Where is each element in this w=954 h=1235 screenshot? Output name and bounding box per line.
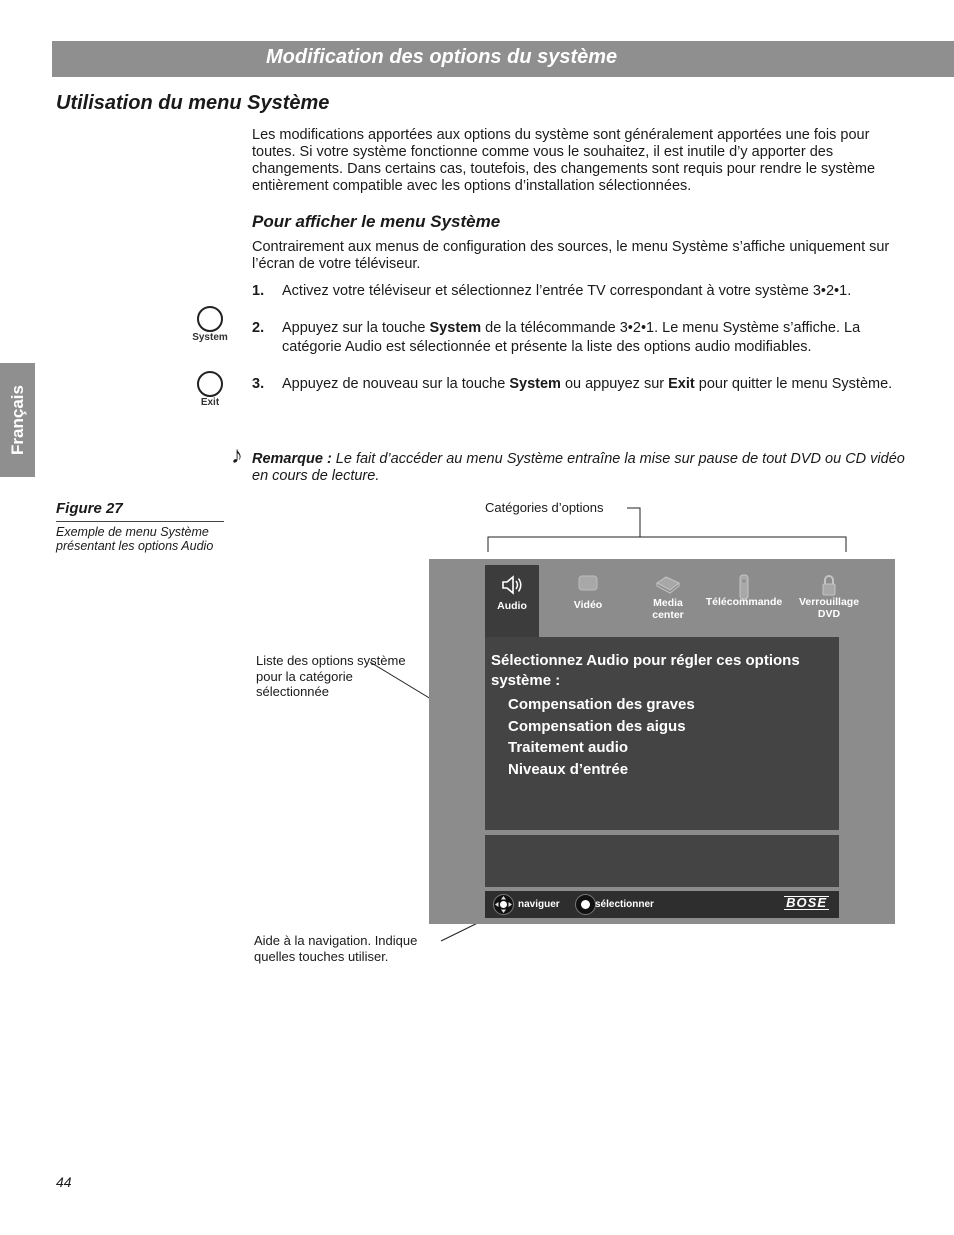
select-button-icon [575, 894, 596, 915]
lock-icon [820, 573, 838, 597]
figure-caption: Exemple de menu Système présentant les options Audio [56, 525, 214, 553]
page-number: 44 [56, 1174, 72, 1190]
nav-navigate-label: naviguer [518, 899, 560, 910]
option-item[interactable]: Compensation des aigus [508, 717, 686, 735]
subsection-intro: Contrairement aux menus de configuration des sources, le menu Système s’affiche uniquement sur l’écran de votre téléviseur. [252, 239, 890, 272]
note-label: Remarque : [252, 451, 332, 467]
step-text: Appuyez sur la touche System de la télécommande 3•2•1. Le menu Système s’affiche. La catégorie Audio est sélectionnée et présente la liste des options audio modifiables. [282, 320, 861, 355]
bose-logo: BOSE [786, 895, 827, 910]
speaker-icon [500, 573, 524, 597]
callout-categories: Catégories d’options [485, 500, 604, 515]
navigation-help-bar [485, 891, 839, 918]
tab-label: Vidéo [573, 599, 603, 611]
section-intro: Les modifications apportées aux options du système sont généralement apportées une fois pour toutes. Si votre système fonctionne comme vous le souhaitez, il est inutile d’y apporter des changements. Dans certains cas, toutefois, des changements sont requis pour rendre le système entièrement compatible avec les options d’installation sélectionnées. [252, 127, 876, 194]
info-panel [485, 835, 839, 887]
note-text: Le fait d’accéder au menu Système entraîne la mise sur pause de tout DVD ou CD vidéo en cours de lecture. [252, 451, 905, 484]
tab-label: Télécommande [705, 596, 783, 608]
option-item[interactable]: Niveaux d’entrée [508, 760, 629, 778]
figure-label: Figure 27 [56, 500, 123, 517]
tab-label: Audio [497, 600, 527, 612]
option-item[interactable]: Compensation des graves [508, 696, 695, 713]
step-number: 2. [252, 320, 265, 336]
section-title: Utilisation du menu Système [56, 92, 330, 114]
language-label: Français [7, 385, 27, 455]
tv-system-menu [429, 559, 895, 924]
nav-select-label: sélectionner [595, 899, 654, 910]
callout-nav-help: Aide à la navigation. Indique quelles touches utiliser. [254, 933, 418, 964]
tab-video[interactable] [559, 565, 617, 637]
callout-options-list: Liste des options système pour la catégorie sélectionnée [256, 653, 406, 699]
tab-audio[interactable] [485, 565, 539, 637]
options-panel [485, 637, 839, 830]
step-text: Appuyez de nouveau sur la touche System ou appuyez sur Exit pour quitter le menu Système. [282, 376, 893, 392]
tab-label: Media center [652, 597, 684, 621]
step-number: 3. [252, 376, 265, 392]
subsection-title: Pour afficher le menu Système [252, 212, 501, 231]
step-number: 1. [252, 283, 265, 299]
navigation-pad-icon [493, 894, 514, 915]
options-panel-header: Sélectionnez Audio pour régler ces options système : [491, 652, 800, 689]
screen-icon [577, 573, 599, 593]
tab-media-center[interactable] [637, 565, 699, 637]
tab-label: Verrouillage DVD [798, 596, 860, 620]
music-note-icon: ♪ [231, 442, 243, 469]
option-item[interactable]: Traitement audio [508, 739, 629, 756]
options-list [508, 694, 695, 780]
media-center-icon [654, 573, 682, 595]
system-button-label: System [192, 332, 228, 343]
page-header-title: Modification des options du système [266, 46, 618, 68]
tab-remote[interactable] [701, 565, 787, 637]
step-text: Activez votre téléviseur et sélectionnez l’entrée TV correspondant à votre système 3•2•1. [282, 283, 852, 299]
tab-dvd-lock[interactable] [791, 565, 867, 637]
exit-button-label: Exit [200, 397, 220, 408]
